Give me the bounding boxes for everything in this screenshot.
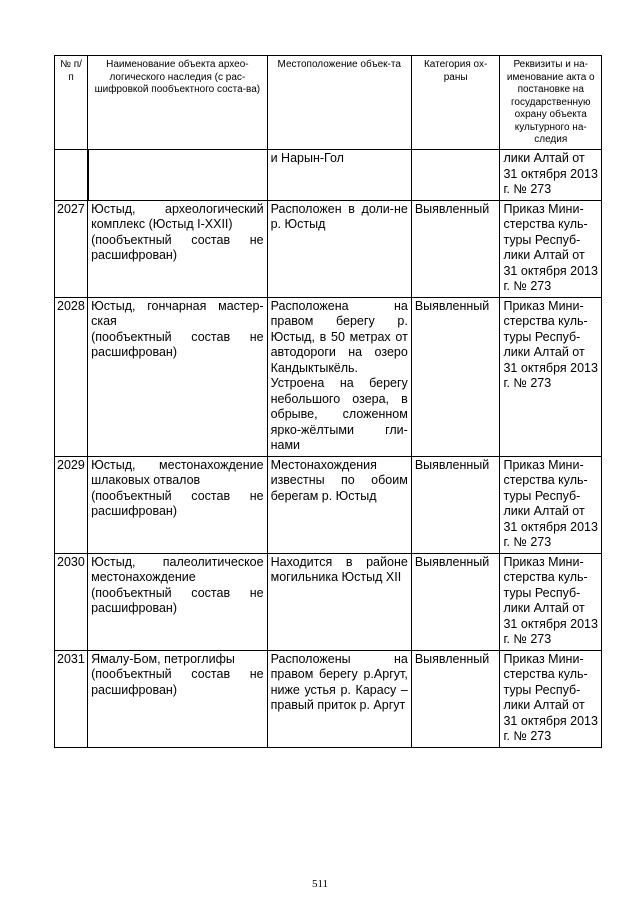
cell-num: 2027 xyxy=(55,200,88,297)
object-title: Юстыд, археологический комплекс (Юстыд I-XXII) xyxy=(91,201,264,231)
cell-category: Выявленный xyxy=(411,297,500,456)
object-composition-note: (пообъектный состав не расшифрован) xyxy=(91,488,264,518)
cell-name xyxy=(88,297,267,456)
object-title: Юстыд, местонахождение шлаковых отвалов xyxy=(91,457,264,487)
object-composition-note: (пообъектный состав не расшифрован) xyxy=(91,585,264,615)
cell-location: Расположен в доли-не р. Юстыд xyxy=(267,200,411,297)
cell-location: Находится в районе могильника Юстыд XII xyxy=(267,553,411,650)
cell-location: Расположена на правом берегу р. Юстыд, в 50 метрах от автодороги на озеро Кандыктыкёль. Устроена на берегу небольшого озера, в обрыве, сложенном ярко-жёлтыми гли-нами xyxy=(267,297,411,456)
table-row xyxy=(55,553,602,650)
cell-act: Приказ Мини-стерства куль-туры Респуб-лики Алтай от 31 октября 2013 г. № 273 xyxy=(500,650,602,747)
header-location: Местоположение объек-та xyxy=(267,56,411,150)
cell-category: Выявленный xyxy=(411,553,500,650)
object-composition-note: (пообъектный состав не расшифрован) xyxy=(91,329,264,359)
object-composition-note: (пообъектный состав не расшифрован) xyxy=(91,667,264,697)
cell-category: Выявленный xyxy=(411,456,500,553)
header-num: № п/п xyxy=(55,56,88,150)
cell-act: Приказ Мини-стерства куль-туры Респуб-лики Алтай от 31 октября 2013 г. № 273 xyxy=(500,200,602,297)
cell-name xyxy=(88,456,267,553)
cell-name xyxy=(88,200,267,297)
object-composition-note: (пообъектный состав не расшифрован) xyxy=(91,232,264,262)
cell-num: 2029 xyxy=(55,456,88,553)
cell-category xyxy=(411,150,500,201)
heritage-table-container xyxy=(54,55,602,748)
cell-num xyxy=(55,150,88,201)
header-name: Наименование объекта архео-логического наследия (с рас-шифровкой пообъектного соста-ва) xyxy=(88,56,267,150)
table-row xyxy=(55,650,602,747)
table-row xyxy=(55,456,602,553)
cell-category: Выявленный xyxy=(411,200,500,297)
table-header-row xyxy=(55,56,602,150)
cell-num: 2031 xyxy=(55,650,88,747)
table-row xyxy=(55,297,602,456)
table-row xyxy=(55,200,602,297)
object-title: Юстыд, гончарная мастер-ская xyxy=(91,298,264,328)
object-title: Юстыд, палеолитическое местонахождение xyxy=(91,554,264,584)
header-category: Категория ох-раны xyxy=(411,56,500,150)
cell-act: Приказ Мини-стерства куль-туры Респуб-лики Алтай от 31 октября 2013 г. № 273 xyxy=(500,456,602,553)
cell-act: Приказ Мини-стерства куль-туры Респуб-лики Алтай от 31 октября 2013 г. № 273 xyxy=(500,553,602,650)
cell-act: Приказ Мини-стерства куль-туры Респуб-лики Алтай от 31 октября 2013 г. № 273 xyxy=(500,297,602,456)
cell-name xyxy=(88,650,267,747)
cell-location: и Нарын-Гол xyxy=(267,150,411,201)
heritage-table xyxy=(54,55,602,748)
cell-act: лики Алтай от 31 октября 2013 г. № 273 xyxy=(500,150,602,201)
cell-name xyxy=(88,150,267,201)
header-act: Реквизиты и на-именование акта о постановке на государственную охрану объекта культурного на-следия xyxy=(500,56,602,150)
cell-name xyxy=(88,553,267,650)
continuation-row xyxy=(55,150,602,201)
cell-location: Расположены на правом берегу р.Аргут, ниже устья р. Карасу – правый приток р. Аргут xyxy=(267,650,411,747)
object-title: Ямалу-Бом, петроглифы xyxy=(91,651,235,666)
cell-location: Местонахождения известны по обоим берегам р. Юстыд xyxy=(267,456,411,553)
cell-category: Выявленный xyxy=(411,650,500,747)
cell-num: 2028 xyxy=(55,297,88,456)
cell-num: 2030 xyxy=(55,553,88,650)
page-number: 511 xyxy=(311,878,329,890)
